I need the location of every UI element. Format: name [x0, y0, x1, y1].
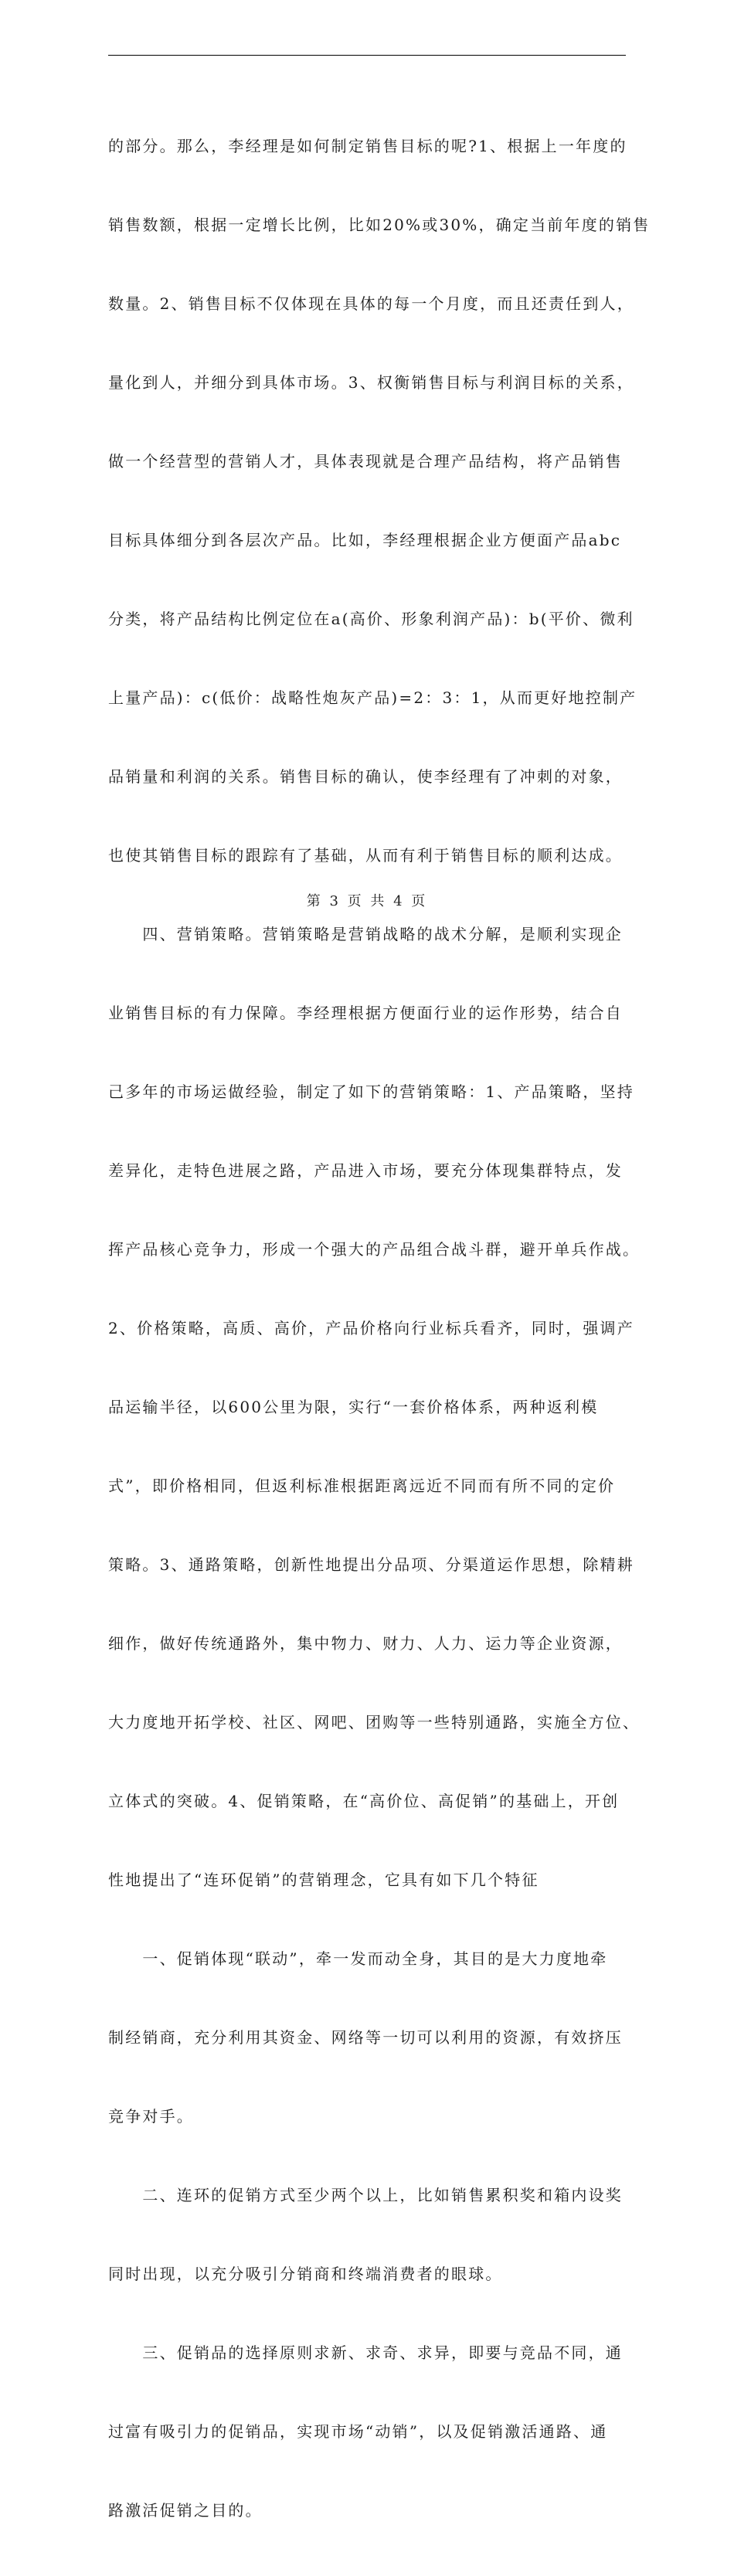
text-line: 己多年的市场运做经验，制定了如下的营销策略：1、产品策略，坚持: [108, 1082, 634, 1101]
text-line: 路激活促销之目的。: [108, 2501, 263, 2520]
text-line: 二、连环的促销方式至少两个以上，比如销售累积奖和箱内设奖: [108, 2186, 623, 2204]
text-line: 同时出现，以充分吸引分销商和终端消费者的眼球。: [108, 2265, 503, 2283]
document-body: [108, 80, 651, 2576]
body-text: [108, 80, 651, 2576]
text-line: 四、营销策略。营销策略是营销战略的战术分解，是顺利实现企: [108, 925, 623, 943]
text-line: 量化到人，并细分到具体市场。3、权衡销售目标与利润目标的关系，: [108, 373, 634, 392]
text-line: 过富有吸引力的促销品，实现市场“动销”，以及促销激活通路、通: [108, 2422, 608, 2441]
text-line: 大力度地开拓学校、社区、网吧、团购等一些特别通路，实施全方位、: [108, 1713, 641, 1731]
text-line: 三、促销品的选择原则求新、求奇、求异，即要与竞品不同，通: [108, 2343, 623, 2362]
text-line: 挥产品核心竞争力，形成一个强大的产品组合战斗群，避开单兵作战。: [108, 1240, 641, 1259]
text-line: 式”，即价格相同，但返利标准根据距离远近不同而有所不同的定价: [108, 1477, 616, 1495]
text-line: 立体式的突破。4、促销策略，在“高价位、高促销”的基础上，开创: [108, 1792, 620, 1810]
text-line: 制经销商，充分利用其资金、网络等一切可以利用的资源，有效挤压: [108, 2028, 623, 2047]
text-line: 数量。2、销售目标不仅体现在具体的每一个月度，而且还责任到人，: [108, 294, 634, 313]
text-line: 也使其销售目标的跟踪有了基础，从而有利于销售目标的顺利达成。: [108, 846, 623, 865]
text-line: 品销量和利润的关系。销售目标的确认，使李经理有了冲刺的对象，: [108, 767, 623, 786]
text-line: 品运输半径，以600公里为限，实行“一套价格体系，两种返利模: [108, 1398, 599, 1416]
text-line: 的部分。那么，李经理是如何制定销售目标的呢?1、根据上一年度的: [108, 137, 627, 155]
text-line: 上量产品)：c(低价：战略性炮灰产品)=2：3：1，从而更好地控制产: [108, 688, 637, 707]
text-line: 策略。3、通路策略，创新性地提出分品项、分渠道运作思想，除精耕: [108, 1555, 634, 1574]
header-rule: [108, 55, 626, 56]
text-line: 做一个经营型的营销人才，具体表现就是合理产品结构，将产品销售: [108, 452, 623, 471]
text-line: 细作，做好传统通路外，集中物力、财力、人力、运力等企业资源，: [108, 1634, 623, 1653]
text-line: 差异化，走特色进展之路，产品进入市场，要充分体现集群特点，发: [108, 1161, 623, 1180]
text-line: 业销售目标的有力保障。李经理根据方便面行业的运作形势，结合自: [108, 1004, 623, 1022]
page-number-footer: 第 3 页 共 4 页: [306, 893, 428, 909]
text-line: 2、价格策略，高质、高价，产品价格向行业标兵看齐，同时，强调产: [108, 1319, 634, 1337]
text-line: 竞争对手。: [108, 2107, 194, 2126]
text-line: 分类，将产品结构比例定位在a(高价、形象利润产品)：b(平价、微利: [108, 610, 634, 628]
text-line: 一、促销体现“联动”，牵一发而动全身，其目的是大力度地牵: [108, 1949, 608, 1968]
text-line: 销售数额，根据一定增长比例，比如20%或30%，确定当前年度的销售: [108, 216, 651, 234]
text-line: 目标具体细分到各层次产品。比如，李经理根据企业方便面产品abc: [108, 531, 622, 549]
text-line: 性地提出了“连环促销”的营销理念，它具有如下几个特征: [108, 1871, 539, 1889]
